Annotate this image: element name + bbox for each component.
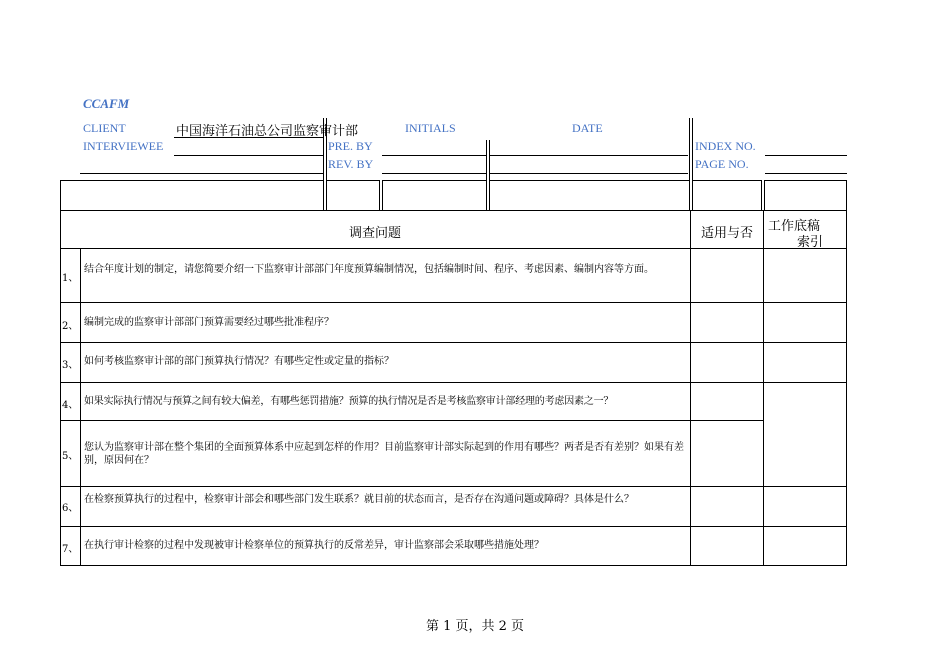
page-no-label: PAGE NO. xyxy=(695,157,749,171)
client-value: 中国海洋石油总公司监察审计部 xyxy=(176,124,359,139)
row-number: 2、 xyxy=(62,321,79,332)
question-text: 如果实际执行情况与预算之间有较大偏差，有哪些惩罚措施？预算的执行情况是否是考核监察审计部经理的考虑因素之一？ xyxy=(84,396,614,407)
rev-by-initials-line xyxy=(382,173,486,174)
blank-cell-d xyxy=(489,180,690,211)
question-text: 您认为监察审计部在整个集团的全面预算体系中应起到怎样的作用？目前监察审计部实际起到的作用有哪些？两者是否有差别？如果有差别，原因何在？ xyxy=(84,442,684,466)
rev-by-date-line xyxy=(490,173,688,174)
column-header-index-line1: 工作底稿 xyxy=(768,219,821,234)
page-indicator: 第 1 页，共 2 页 xyxy=(425,619,525,634)
client-underline xyxy=(174,137,324,138)
date-label: DATE xyxy=(572,121,603,135)
blank-cell-e xyxy=(692,180,762,211)
row-divider-1 xyxy=(60,302,847,303)
row-number: 6、 xyxy=(62,503,79,514)
question-text: 在检察预算执行的过程中，检察审计部会和哪些部门发生联系？就目前的状态而言，是否存在沟通问题或障碍？具体是什么？ xyxy=(84,494,634,505)
row-divider-header xyxy=(60,248,847,249)
row-number: 7、 xyxy=(62,544,79,555)
row-divider-5 xyxy=(60,486,847,487)
blank-cell-b xyxy=(326,180,380,211)
blank-cell-f xyxy=(764,180,847,211)
question-text: 编制完成的监察审计部部门预算需要经过哪些批准程序？ xyxy=(84,317,334,328)
question-text: 在执行审计检察的过程中发现被审计检察单位的预算执行的反常差异，审计监察部会采取哪些措施处理？ xyxy=(84,540,544,551)
row-divider-3 xyxy=(60,382,847,383)
row-number: 1、 xyxy=(62,273,79,284)
index-no-label: INDEX NO. xyxy=(695,139,756,153)
index-no-line xyxy=(765,155,847,156)
interviewee-label: INTERVIEWEE xyxy=(83,139,164,153)
blank-cell-a xyxy=(60,180,324,211)
row-number: 5、 xyxy=(62,451,79,462)
page-no-line xyxy=(765,173,847,174)
initials-label: INITIALS xyxy=(405,121,456,135)
row-divider-6 xyxy=(60,526,847,527)
pre-by-label: PRE. BY xyxy=(328,139,373,153)
rev-by-label: REV. BY xyxy=(328,157,374,171)
col-divider-index xyxy=(763,210,764,566)
logo-ccafm: CCAFM xyxy=(83,96,130,111)
row-number: 3、 xyxy=(62,360,79,371)
column-header-question: 调查问题 xyxy=(349,226,402,241)
question-text: 如何考核监察审计部的部门预算执行情况？有哪些定性或定量的指标？ xyxy=(84,356,394,367)
row-number: 4、 xyxy=(62,400,79,411)
interviewee-underline xyxy=(174,155,324,156)
pre-by-date-line xyxy=(490,155,688,156)
column-header-index-line2: 索引 xyxy=(797,235,824,250)
column-header-applicable: 适用与否 xyxy=(701,226,754,241)
row-divider-4 xyxy=(60,420,764,421)
col-divider-number xyxy=(80,248,81,566)
row-divider-2 xyxy=(60,342,847,343)
question-text: 结合年度计划的制定，请您简要介绍一下监察审计部部门年度预算编制情况，包括编制时间、程序、考虑因素、编制内容等方面。 xyxy=(84,264,654,275)
pre-by-initials-line xyxy=(382,155,486,156)
col-divider-applicable xyxy=(690,210,691,566)
header-bottom-line-left xyxy=(80,173,324,174)
client-label: CLIENT xyxy=(83,121,126,135)
blank-cell-c xyxy=(382,180,487,211)
